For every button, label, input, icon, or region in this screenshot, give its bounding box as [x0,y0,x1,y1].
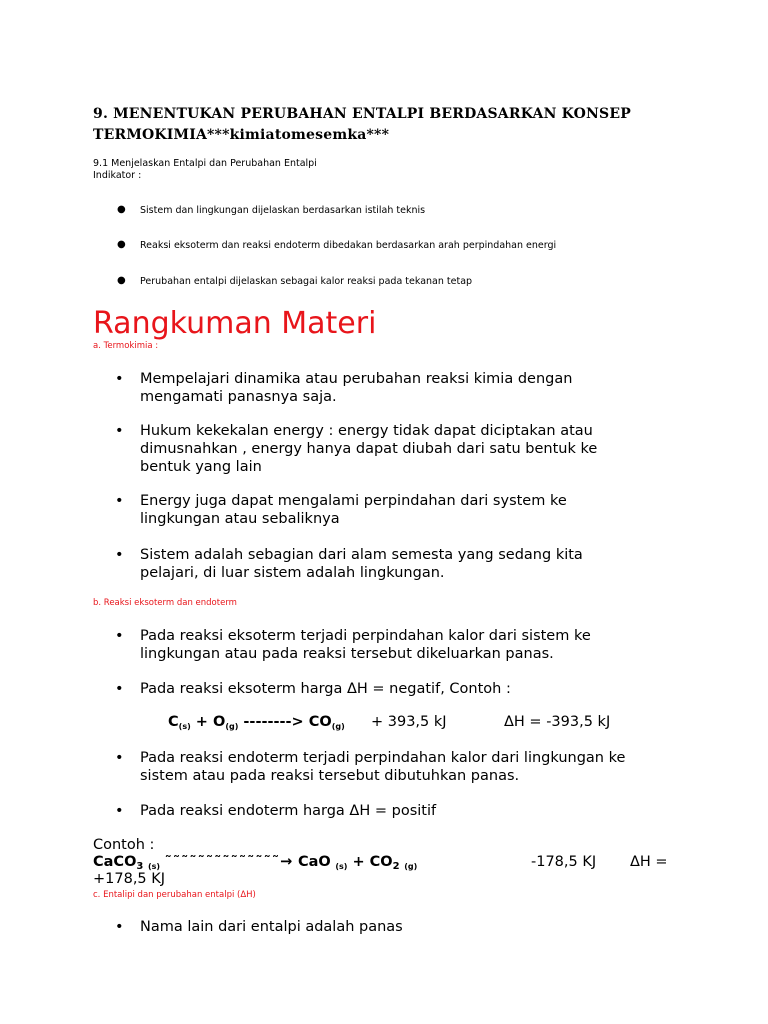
equation-exotherm [168,714,345,731]
section-9-1 [93,158,317,182]
indikator-label: Indikator : [93,170,142,181]
eq-delta-h-value: +178,5 KJ [93,871,166,887]
eq-subscript: 2 [392,861,400,872]
list-item-line: Pada reaksi eksoterm harga ΔH = negatif, Contoh : [140,681,511,697]
list-item-line: sistem atau pada reaksi tersebut dibutuhkan panas. [140,768,520,784]
list-item-line: Nama lain dari entalpi adalah panas [140,919,403,935]
section-9-1-title: 9.1 Menjelaskan Entalpi dan Perubahan Entalpi [93,158,317,169]
eq-product-co2: + CO [347,854,393,870]
equation-endotherm [93,854,417,872]
eq-delta-h: ΔH = -393,5 kJ [504,714,611,730]
document-heading [93,104,713,146]
eq-reactant-c: C [168,714,179,730]
bullet-icon: • [115,681,124,697]
list-item-line: pelajari, di luar sistem adalah lingkungan. [140,565,445,581]
list-item-line: lingkungan atau sebaliknya [140,511,340,527]
list-item-line: Pada reaksi endoterm terjadi perpindahan kalor dari lingkungan ke [140,750,626,766]
eq-arrow: ˜˜˜˜˜˜˜˜˜˜˜˜˜˜→ [164,854,294,870]
indikator-item-text: Sistem dan lingkungan dijelaskan berdasarkan istilah teknis [140,205,426,216]
bullet-icon: • [115,493,124,509]
list-item-line: mengamati panasnya saja. [140,389,337,405]
eq-product-cao: CaO [297,854,331,870]
eq-state: (g) [331,722,345,731]
subsection-a-label: a. Termokimia : [93,341,159,351]
bullet-icon: • [115,547,124,563]
eq-state: (g) [225,722,239,731]
bullet-icon: ● [117,275,126,286]
list-item-line: Pada reaksi eksoterm terjadi perpindahan kalor dari sistem ke [140,628,591,644]
bullet-icon: • [115,371,124,387]
bullet-icon: • [115,750,124,766]
eq-delta-h: ΔH = [630,854,668,870]
eq-reactant-o: + O [190,714,226,730]
bullet-icon: • [115,919,124,935]
eq-energy: + 393,5 kJ [371,714,447,730]
indikator-item-text: Perubahan entalpi dijelaskan sebagai kalor reaksi pada tekanan tetap [140,276,473,287]
list-item-line: bentuk yang lain [140,459,262,475]
eq-reactant-caco3: CaCO [93,854,137,870]
bullet-icon: • [115,803,124,819]
bullet-icon: ● [117,204,126,215]
contoh-label: Contoh : [93,837,155,853]
eq-product-co: --------> CO [238,714,332,730]
eq-state: (g) [404,862,418,871]
bullet-icon: ● [117,239,126,250]
eq-energy: -178,5 KJ [531,854,597,870]
eq-subscript: 3 [136,861,144,872]
eq-state: (s) [147,862,161,871]
subsection-b-label: b. Reaksi eksoterm dan endoterm [93,598,237,608]
subsection-c-label: c. Entalipi dan perubahan entalpi (ΔH) [93,890,256,900]
list-item-line: Pada reaksi endoterm harga ΔH = positif [140,803,437,819]
list-item-line: Hukum kekekalan energy : energy tidak dapat diciptakan atau [140,423,593,439]
heading-line-1: 9. MENENTUKAN PERUBAHAN ENTALPI BERDASARKAN KONSEP [93,106,631,122]
list-item-line: Mempelajari dinamika atau perubahan reaksi kimia dengan [140,371,573,387]
heading-line-2: TERMOKIMIA***kimiatomesemka*** [93,127,390,143]
list-item-line: dimusnahkan , energy hanya dapat diubah dari satu bentuk ke [140,441,598,457]
list-item-line: lingkungan atau pada reaksi tersebut dikeluarkan panas. [140,646,554,662]
eq-state: (s) [178,722,191,731]
bullet-icon: • [115,628,124,644]
indikator-item-text: Reaksi eksoterm dan reaksi endoterm dibedakan berdasarkan arah perpindahan energi [140,240,557,251]
list-item-line: Sistem adalah sebagian dari alam semesta yang sedang kita [140,547,583,563]
eq-state: (s) [335,862,348,871]
rangkuman-title: Rangkuman Materi [93,306,377,341]
list-item-line: Energy juga dapat mengalami perpindahan dari system ke [140,493,567,509]
bullet-icon: • [115,423,124,439]
